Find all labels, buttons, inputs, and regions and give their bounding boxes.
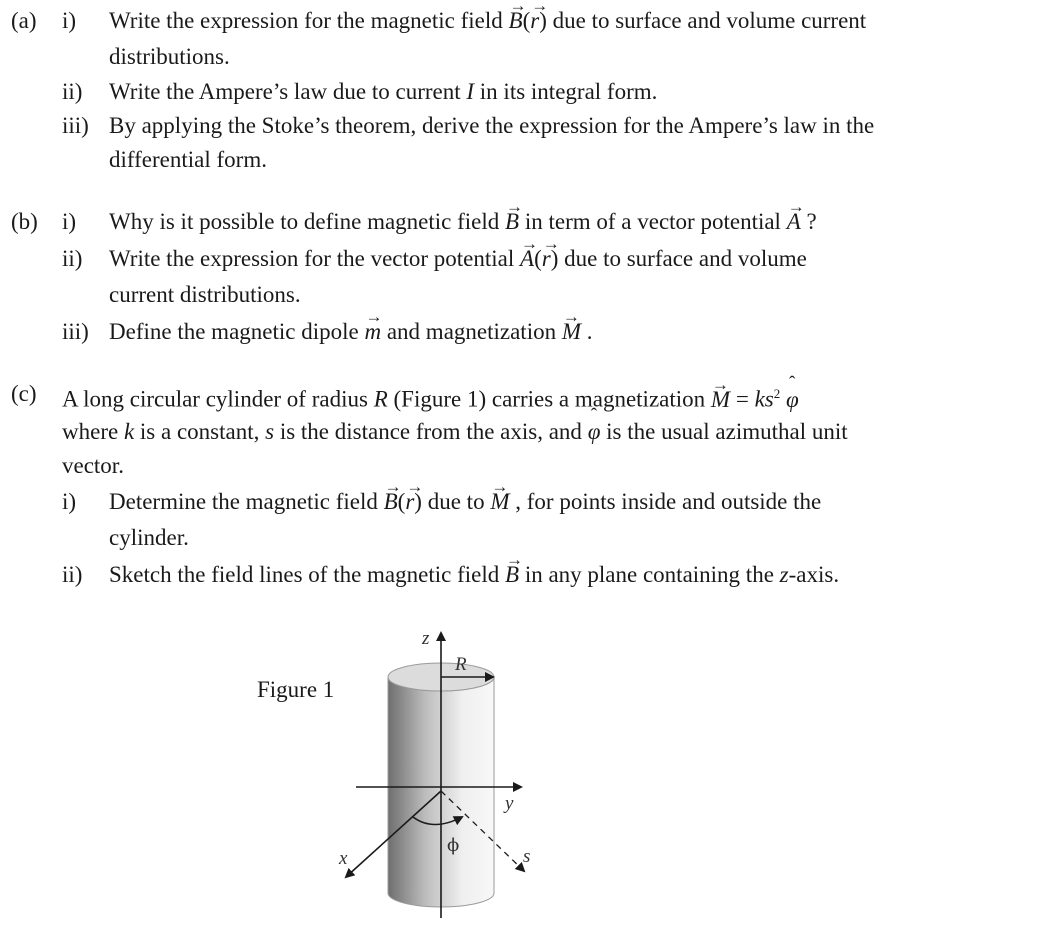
part-b-i-number: i) bbox=[62, 209, 77, 234]
part-b-iii-number: iii) bbox=[62, 319, 89, 344]
part-a-label: (a) bbox=[11, 8, 37, 33]
part-b-ii-number: ii) bbox=[62, 246, 83, 271]
part-a-i-text: Write the expression for the magnetic field → B(→ r) due to surface and volume current bbox=[109, 7, 866, 35]
figure-caption: Figure 1 bbox=[257, 677, 335, 702]
part-c-i-text: Determine the magnetic field → B(→ r) due to → M , for points inside and outside the bbox=[109, 488, 821, 516]
label-y: y bbox=[505, 793, 514, 814]
part-b-ii-text-cont: current distributions. bbox=[109, 282, 301, 307]
part-a-i-number: i) bbox=[62, 8, 77, 33]
part-c-ii-number: ii) bbox=[62, 562, 83, 587]
part-c-intro-line2: where k is a constant, s is the distance from the axis, and ˆ φ is the usual azimuthal unit bbox=[62, 418, 848, 446]
part-a-iii-text: By applying the Stoke’s theorem, derive the expression for the Ampere’s law in the bbox=[109, 113, 875, 138]
label-s: s bbox=[523, 846, 531, 867]
part-c-intro-line1: A long circular cylinder of radius R (Figure 1) carries a magnetization → $M = ks^2$ ˆ φ bbox=[62, 380, 799, 414]
part-c-intro-line3: vector. bbox=[62, 453, 124, 478]
part-b-iii-text: Define the magnetic dipole → m and magnetization → M . bbox=[109, 318, 593, 346]
part-a-ii-number: ii) bbox=[62, 79, 83, 104]
label-phi: ϕ bbox=[447, 835, 460, 856]
part-b-label: (b) bbox=[11, 209, 38, 234]
part-a-i-text-cont: distributions. bbox=[109, 44, 230, 69]
part-b-ii-text: Write the expression for the vector potential → A(→ r) due to surface and volume bbox=[109, 245, 807, 273]
part-c-i-text-cont: cylinder. bbox=[109, 525, 189, 550]
part-a-iii-number: iii) bbox=[62, 113, 89, 138]
part-a-ii-text: Write the Ampere’s law due to current I in its integral form. bbox=[109, 79, 658, 104]
label-x: x bbox=[339, 848, 348, 869]
part-c-i-number: i) bbox=[62, 489, 77, 514]
label-z: z bbox=[422, 628, 430, 649]
label-R: R bbox=[455, 654, 467, 675]
part-c-ii-text: Sketch the field lines of the magnetic field → B in any plane containing the z-axis. bbox=[109, 561, 839, 589]
part-b-i-text: Why is it possible to define magnetic field → B in term of a vector potential → A ? bbox=[109, 208, 817, 236]
part-a-iii-text-cont: differential form. bbox=[109, 147, 267, 172]
part-c-label: (c) bbox=[11, 381, 37, 406]
